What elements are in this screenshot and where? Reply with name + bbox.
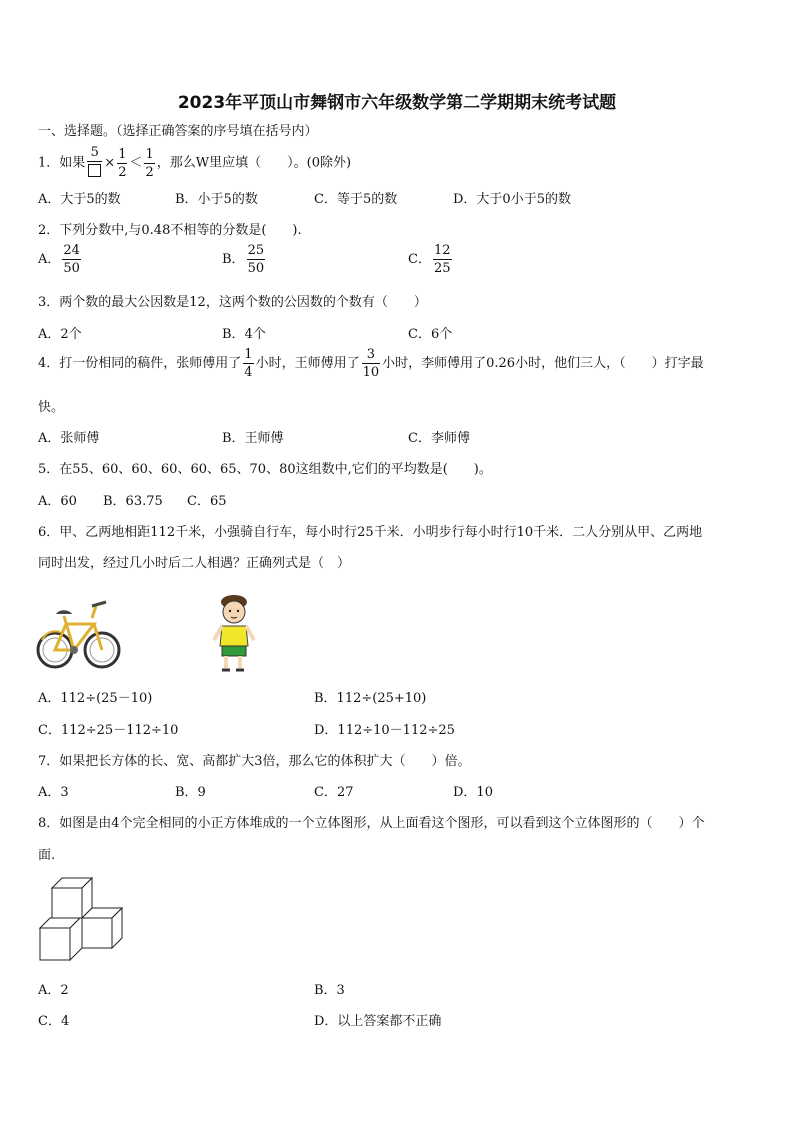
blank-box (88, 164, 101, 177)
question-3: 3．两个数的最大公因数是12，这两个数的公因数的个数有（ ） (38, 295, 427, 310)
q7-option-a[interactable]: A．3 (38, 785, 69, 800)
fraction-5-over-box: 5 (87, 146, 102, 180)
question-6-line-2: 同时出发，经过几小时后二人相遇？正确列式是（ ） (38, 556, 351, 571)
q4-option-c[interactable]: C．李师傅 (408, 431, 470, 446)
fraction-1-2: $\frac{1}{2}$ (118, 146, 127, 180)
q3-option-a[interactable]: A．2个 (38, 327, 82, 342)
question-4: 4．打一份相同的稿件，张师傅用了 $\frac{1}{4}$ 小时，王师傅用了 $\frac{3}{10}$ 小时，李师傅用了0.26小时，他们三人，（ ）打字最 (38, 347, 704, 380)
q6-option-a[interactable]: A．112÷(25－10) (38, 691, 153, 706)
q3-option-b[interactable]: B．4个 (222, 327, 266, 342)
q8-option-a[interactable]: A．2 (38, 983, 69, 998)
q1-option-d[interactable]: D．大于0小于5的数 (453, 192, 571, 207)
question-8-line-2: 面. (38, 848, 56, 863)
cube-stack-figure (38, 876, 128, 962)
question-4-cont: 快。 (38, 400, 65, 415)
question-2: 2．下列分数中,与0.48不相等的分数是( ). (38, 223, 302, 238)
q4-option-a[interactable]: A．张师傅 (38, 431, 100, 446)
q2-option-c[interactable]: C． $\frac{12}{25}$ (408, 243, 451, 276)
q8-option-c[interactable]: C．4 (38, 1014, 70, 1029)
q1-option-a[interactable]: A．大于5的数 (38, 192, 121, 207)
page-title: 2023年平顶山市舞钢市六年级数学第二学期期末统考试题 (177, 93, 617, 113)
q7-option-c[interactable]: C．27 (314, 785, 354, 800)
q8-option-b[interactable]: B．3 (314, 983, 345, 998)
q8-option-d[interactable]: D．以上答案都不正确 (314, 1014, 442, 1029)
q1-option-b[interactable]: B．小于5的数 (175, 192, 258, 207)
fraction-1-2-b: $\frac{1}{2}$ (145, 146, 154, 180)
question-1: 1．如果 5 × $\frac{1}{2}$ ＜ $\frac{1}{2}$ ，那么W里应填（ ）。(0除外) (38, 145, 352, 180)
q2-option-b[interactable]: B． $\frac{25}{50}$ (222, 243, 265, 276)
question-7: 7．如果把长方体的长、宽、高都扩大3倍，那么它的体积扩大（ ）倍。 (38, 754, 471, 769)
q5-option-c[interactable]: C．65 (187, 494, 227, 509)
question-5: 5．在55、60、60、60、60、65、70、80这组数中,它们的平均数是( )。 (38, 462, 492, 477)
q4-option-b[interactable]: B．王师傅 (222, 431, 284, 446)
q1-option-c[interactable]: C．等于5的数 (314, 192, 398, 207)
bicycle-illustration (36, 598, 122, 674)
q7-option-d[interactable]: D．10 (453, 785, 493, 800)
q5-option-a[interactable]: A．60 (38, 494, 77, 509)
question-6-line-1: 6．甲、乙两地相距112千米，小强骑自行车，每小时行25千米．小明步行每小时行10千米．二人分别从甲、乙两地 (38, 525, 703, 540)
q5-option-b[interactable]: B．63.75 (103, 494, 163, 509)
section-heading: 一、选择题。（选择正确答案的序号填在括号内） (38, 124, 318, 139)
q6-option-c[interactable]: C．112÷25－112÷10 (38, 723, 179, 738)
q6-option-b[interactable]: B．112÷(25+10) (314, 691, 427, 706)
boy-illustration (212, 594, 260, 674)
question-8-line-1: 8．如图是由4个完全相同的小正方体堆成的一个立体图形，从上面看这个图形，可以看到这个立体图形的（ ）个 (38, 816, 705, 831)
q6-option-d[interactable]: D．112÷10－112÷25 (314, 723, 455, 738)
q7-option-b[interactable]: B．9 (175, 785, 206, 800)
q2-option-a[interactable]: A． $\frac{24}{50}$ (38, 243, 80, 276)
q3-option-c[interactable]: C．6个 (408, 327, 453, 342)
